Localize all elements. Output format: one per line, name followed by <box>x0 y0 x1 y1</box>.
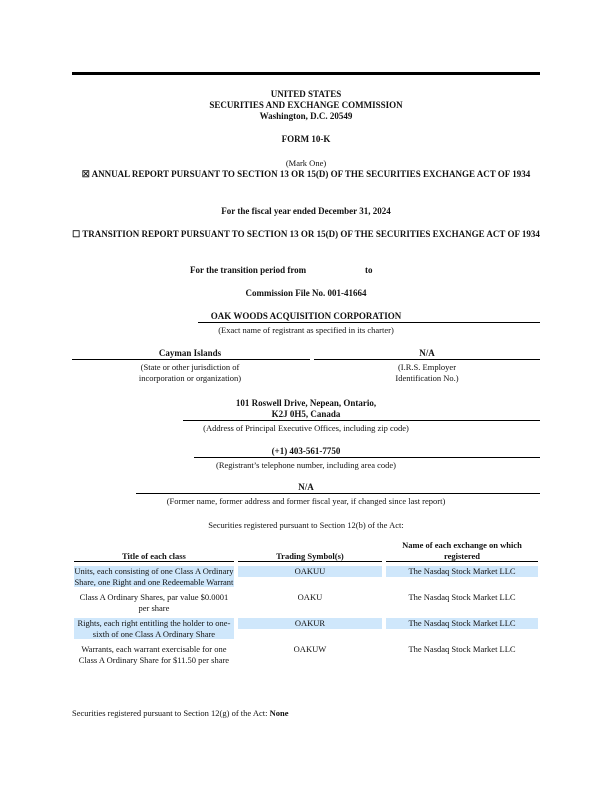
former-name-value: N/A <box>298 482 314 492</box>
former-name-caption: (Former name, former address and former fiscal year, if changed since last report) <box>166 496 446 506</box>
table-row <box>72 617 540 643</box>
registrant-name-caption: (Exact name of registrant as specified in its charter) <box>218 325 394 335</box>
table-row <box>72 643 540 669</box>
securities-table-header <box>72 540 540 565</box>
security-class: Class A Ordinary Shares, par value $0.0001 per share <box>79 592 229 613</box>
jurisdiction-caption-line-1: (State or other jurisdiction of <box>140 362 240 372</box>
jurisdiction-rule <box>72 359 310 360</box>
agency-text: SECURITIES AND EXCHANGE COMMISSION <box>209 100 403 110</box>
mark-one-text: (Mark One) <box>285 158 327 168</box>
exchange-name: The Nasdaq Stock Market LLC <box>408 592 516 602</box>
section-12b-title: Securities registered pursuant to Section 12(b) of the Act: <box>208 520 404 530</box>
transition-report-option <box>72 229 540 240</box>
section-12g-line <box>72 708 540 719</box>
irs-caption-line-1: (I.R.S. Employer <box>397 362 457 372</box>
section-12g-label: Securities registered pursuant to Section 12(g) of the Act: <box>72 708 268 718</box>
jurisdiction-value: Cayman Islands <box>158 348 222 358</box>
irs-number-caption <box>314 362 540 383</box>
form-title: FORM 10-K <box>281 134 331 144</box>
former-name-rule <box>136 493 540 494</box>
trading-symbol: OAKUR <box>238 618 382 629</box>
transition-report-text: TRANSITION REPORT PURSUANT TO SECTION 13 OR 15(D) OF THE SECURITIES EXCHANGE ACT OF 1934 <box>82 229 540 239</box>
registrant-name-rule <box>198 322 540 323</box>
trading-symbol: OAKU <box>297 592 323 602</box>
address-caption: (Address of Principal Executive Offices, including zip code) <box>203 423 409 433</box>
transition-period-to: to <box>365 265 373 275</box>
fiscal-year-text: For the fiscal year ended December 31, 2024 <box>221 206 391 216</box>
trading-symbol: OAKUW <box>293 644 327 654</box>
annual-report-option <box>72 169 540 180</box>
security-class: Units, each consisting of one Class A Ordinary Share, one Right and one Redeemable Warrant <box>74 566 234 587</box>
jurisdiction-caption <box>72 362 308 383</box>
jurisdiction-caption-line-2: incorporation or organization) <box>138 372 242 383</box>
irs-caption-line-2: Identification No.) <box>395 372 459 383</box>
header-title-of-class: Title of each class <box>74 551 234 563</box>
principal-office-address <box>72 398 540 420</box>
trading-symbol: OAKUU <box>238 566 382 577</box>
security-class: Warrants, each warrant exercisable for one Class A Ordinary Share for $11.50 per share <box>78 644 230 665</box>
transition-report-checkbox[interactable]: ☐ <box>72 229 81 239</box>
security-class: Rights, each right entitling the holder to one-sixth of one Class A Ordinary Share <box>74 618 234 639</box>
top-rule <box>72 72 540 75</box>
location-text: Washington, D.C. 20549 <box>259 111 353 121</box>
section-12g-value: None <box>269 708 289 718</box>
agency-heading <box>72 89 540 122</box>
address-line-2: K2J 0H5, Canada <box>271 409 341 419</box>
table-row <box>72 565 540 591</box>
address-rule <box>183 420 540 421</box>
commission-file-number: Commission File No. 001-41664 <box>245 288 367 298</box>
header-trading-symbol: Trading Symbol(s) <box>238 551 382 563</box>
irs-number-value: N/A <box>419 348 435 358</box>
irs-number-rule <box>314 359 540 360</box>
transition-period-label: For the transition period from <box>190 265 307 275</box>
annual-report-text: ANNUAL REPORT PURSUANT TO SECTION 13 OR 15(D) OF THE SECURITIES EXCHANGE ACT OF 1934 <box>91 169 531 179</box>
registrant-phone: (+1) 403-561-7750 <box>271 446 341 456</box>
country-text: UNITED STATES <box>270 89 342 99</box>
securities-table <box>72 540 540 669</box>
exchange-name: The Nasdaq Stock Market LLC <box>386 618 538 629</box>
exchange-name: The Nasdaq Stock Market LLC <box>408 644 516 654</box>
exchange-name: The Nasdaq Stock Market LLC <box>386 566 538 577</box>
phone-rule <box>194 457 540 458</box>
address-line-1: 101 Roswell Drive, Nepean, Ontario, <box>235 398 377 408</box>
annual-report-checkbox[interactable]: ☒ <box>81 169 90 179</box>
registrant-name: OAK WOODS ACQUISITION CORPORATION <box>210 311 402 321</box>
phone-caption: (Registrant’s telephone number, including area code) <box>216 460 396 470</box>
table-row <box>72 591 540 617</box>
header-exchange-name: Name of each exchange on which registered <box>386 540 538 562</box>
